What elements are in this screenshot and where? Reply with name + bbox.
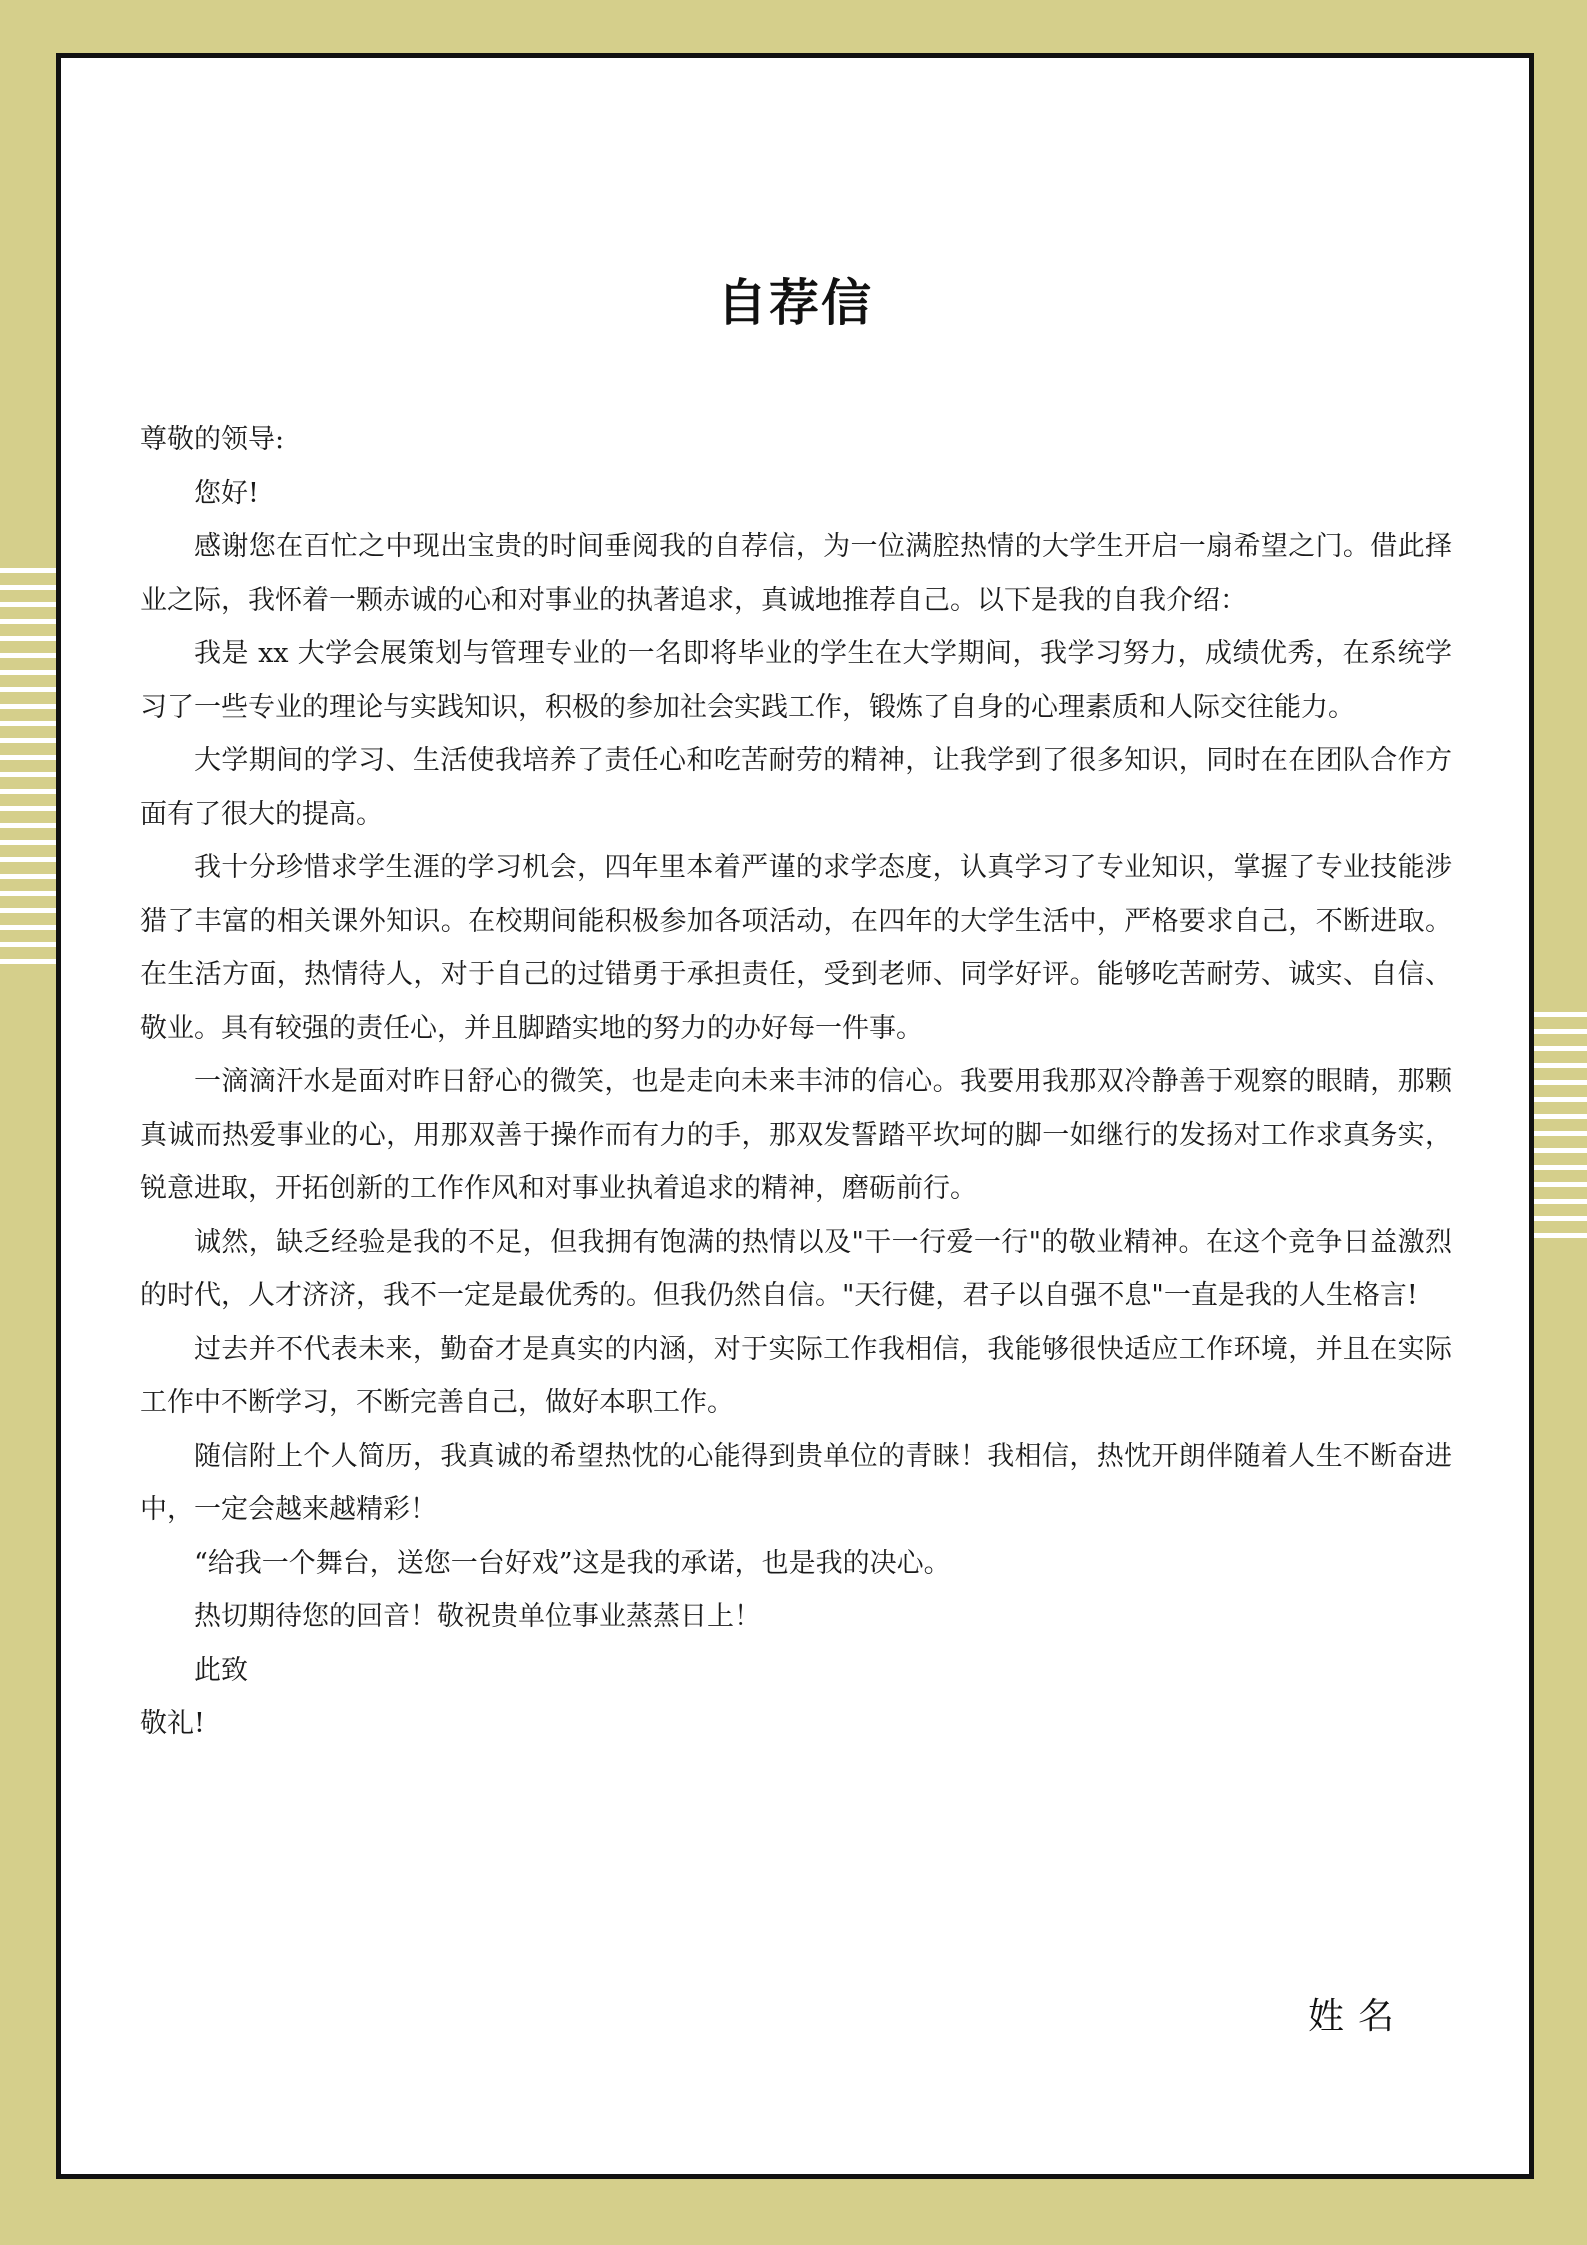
paragraph: 诚然，缺乏经验是我的不足，但我拥有饱满的热情以及"干一行爱一行"的敬业精神。在这个竞争日益激烈的时代，人才济济，我不一定是最优秀的。但我仍然自信。"天行健，君子以自强不息"一直是我的人生格言! (140, 1226, 1452, 1311)
paragraph: 热切期待您的回音！敬祝贵单位事业蒸蒸日上！ (194, 1601, 761, 1632)
decorative-stripes-right (1531, 1012, 1587, 1250)
signature-name: 姓名 (1307, 1996, 1408, 2037)
closing-cizhi: 此致 (194, 1654, 248, 1686)
paragraph: 大学期间的学习、生活使我培养了责任心和吃苦耐劳的精神，让我学到了很多知识，同时在在团队合作方面有了很大的提高。 (140, 745, 1452, 830)
letter-card (56, 53, 1534, 2179)
greeting: 您好! (194, 477, 259, 509)
paragraph: 感谢您在百忙之中现出宝贵的时间垂阅我的自荐信，为一位满腔热情的大学生开启一扇希望之门。借此择业之际，我怀着一颗赤诚的心和对事业的执著追求，真诚地推荐自己。以下是我的自我介绍： (140, 531, 1452, 616)
letter-title: 自荐信 (717, 274, 873, 332)
closing-jingli: 敬礼! (140, 1708, 205, 1739)
paragraph: 一滴滴汗水是面对昨日舒心的微笑，也是走向未来丰沛的信心。我要用我那双冷静善于观察的眼睛，那颗真诚而热爱事业的心，用那双善于操作而有力的手，那双发誓踏平坎坷的脚一如继行的发扬对工作求真务实，锐意进取，开拓创新的工作作风和对事业执着追求的精神，磨砺前行。 (140, 1066, 1452, 1204)
decorative-stripes-left (0, 568, 56, 976)
paragraph: 我十分珍惜求学生涯的学习机会，四年里本着严谨的求学态度，认真学习了专业知识，掌握了专业技能涉猎了丰富的相关课外知识。在校期间能积极参加各项活动，在四年的大学生活中，严格要求自己，不断进取。在生活方面，热情待人，对于自己的过错勇于承担责任，受到老师、同学好评。能够吃苦耐劳、诚实、自信、敬业。具有较强的责任心，并且脚踏实地的努力的办好每一件事。 (140, 852, 1452, 1044)
paragraph: 我是 xx 大学会展策划与管理专业的一名即将毕业的学生在大学期间，我学习努力，成绩优秀，在系统学习了一些专业的理论与实践知识，积极的参加社会实践工作，锻炼了自身的心理素质和人际交往能力。 (140, 638, 1452, 723)
paragraph: “给我一个舞台，送您一台好戏”这是我的承诺，也是我的决心。 (194, 1547, 951, 1579)
letter-body (140, 413, 1452, 1751)
salutation: 尊敬的领导: (140, 424, 285, 455)
paragraph: 过去并不代表未来，勤奋才是真实的内涵，对于实际工作我相信，我能够很快适应工作环境，并且在实际工作中不断学习，不断完善自己，做好本职工作。 (140, 1333, 1452, 1418)
paragraph: 随信附上个人简历，我真诚的希望热忱的心能得到贵单位的青睐！我相信，热忱开朗伴随着人生不断奋进中，一定会越来越精彩！ (140, 1440, 1452, 1525)
